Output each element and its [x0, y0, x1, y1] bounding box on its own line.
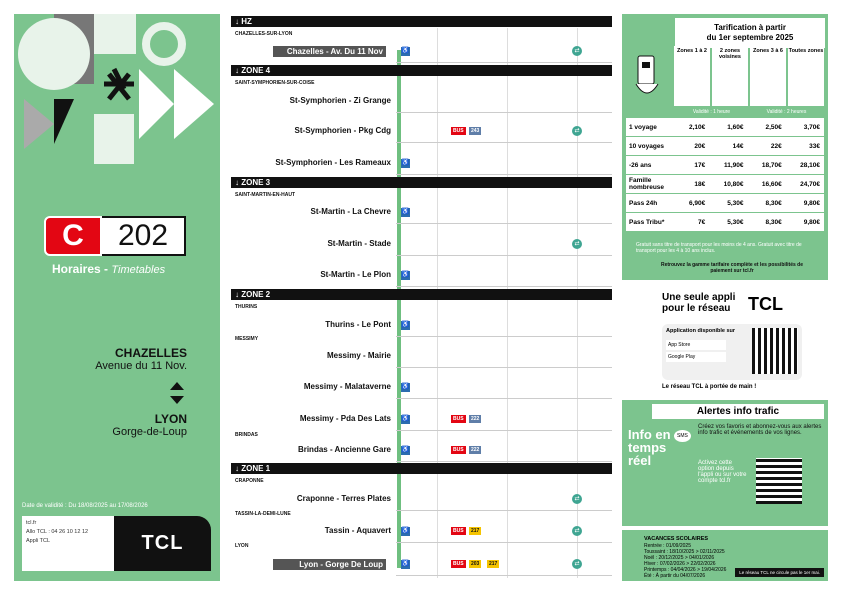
tarif-price: 2,50€ [765, 123, 782, 131]
tarif-price: 6,90€ [688, 199, 706, 207]
tarif-price: 8,30€ [765, 199, 782, 207]
connection-icon: ⇄ [572, 46, 582, 56]
wheelchair-icon: ♿ [401, 416, 410, 422]
destination-title: LYON [154, 412, 187, 426]
commune-label: THURINS [235, 304, 258, 310]
right-column [622, 14, 828, 581]
holiday-line: Printemps : 04/04/2026 > 19/04/2026 [644, 567, 727, 573]
commune-label: SAINT-SYMPHORIEN-SUR-COISE [235, 80, 315, 86]
tarif-price: 28,10€ [800, 161, 820, 169]
timetable [231, 16, 612, 579]
stop-name[interactable]: Messimy - Pda Des Lats [299, 414, 391, 423]
bus-connection-badge: 217 [489, 561, 498, 567]
app-store-button[interactable]: App Store [666, 340, 726, 350]
phone-hand-icon [632, 54, 662, 104]
row-divider [396, 62, 612, 63]
holidays-footer: Le réseau TCL ne circule pas le 1er mai. [735, 568, 824, 577]
commune-label: SAINT-MARTIN-EN-HAUT [235, 192, 295, 198]
row-divider [396, 575, 612, 576]
tarif-price: 14€ [732, 142, 744, 150]
decorative-pattern [14, 14, 220, 164]
row-divider [396, 255, 612, 256]
tarif-label: Famille nombreuse [629, 177, 665, 191]
wheelchair-icon: ♿ [401, 272, 410, 278]
row-divider [396, 223, 612, 224]
origin-sub: Avenue du 11 Nov. [95, 360, 187, 372]
tarif-title: Tarification à partir du 1er septembre 2025 [675, 18, 825, 48]
connection-icon: ⇄ [572, 239, 582, 249]
tarif-panel [622, 14, 828, 280]
tarif-price: 11,90€ [723, 161, 744, 169]
contact-web[interactable]: tcl.fr [26, 520, 37, 526]
stop-name[interactable]: Craponne - Terres Plates [296, 494, 391, 503]
alert-title: Alertes info trafic [652, 404, 824, 419]
zone-bar: ↓ ZONE 3 [231, 177, 612, 188]
bus-connection-badge: BUS [453, 561, 464, 567]
column-divider [437, 28, 438, 578]
tarif-price: 24,70€ [800, 180, 820, 188]
connection-icon: ⇄ [572, 126, 582, 136]
commune-label: LYON [235, 543, 249, 549]
row-divider [396, 174, 612, 175]
sms-icon: SMS [674, 430, 691, 442]
stop-name[interactable]: Chazelles - Av. Du 11 Nov [273, 46, 386, 57]
tarif-price: 5,30€ [727, 199, 744, 207]
tarif-price: 7€ [698, 218, 706, 226]
validity-periods: Validité : 1 heure Validité : 2 heures [692, 109, 807, 115]
tarif-price: 10,80€ [723, 180, 744, 188]
tarif-row [626, 137, 824, 156]
row-divider [396, 142, 612, 143]
route-line [397, 50, 401, 568]
holidays-panel [622, 530, 828, 581]
wheelchair-icon: ♿ [401, 160, 410, 166]
stop-name[interactable]: Brindas - Ancienne Gare [297, 445, 391, 454]
row-divider [396, 398, 612, 399]
holiday-line: Été : À partir du 04/07/2026 [644, 573, 706, 579]
commune-label: CRAPONNE [235, 478, 264, 484]
holiday-line: Rentrée : 01/09/2025 [644, 543, 691, 549]
bus-connection-badge: BUS [453, 528, 464, 534]
tarif-price: 3,70€ [803, 123, 820, 131]
holiday-line: Hiver : 07/02/2026 > 22/02/2026 [644, 561, 716, 567]
alert-panel [622, 400, 828, 526]
wheelchair-icon: ♿ [401, 48, 410, 54]
contact-app: Appli TCL [26, 538, 51, 544]
wheelchair-icon: ♿ [401, 561, 410, 567]
tarif-price: 17€ [694, 161, 706, 169]
destination [60, 412, 187, 438]
app-panel [622, 284, 828, 396]
alert-text: Créez vos favoris et abonnez-vous aux alertes info trafic et événements de vos lignes. [698, 424, 822, 436]
tarif-price: 9,80€ [803, 199, 820, 207]
origin-title: CHAZELLES [115, 346, 187, 360]
qr-code-icon[interactable] [756, 458, 802, 504]
row-divider [396, 112, 612, 113]
tarif-row [626, 118, 824, 137]
bus-connection-badge: BUS [453, 447, 464, 453]
tarif-price: 5,30€ [727, 218, 744, 226]
tarif-label: Pass Tribu* [629, 218, 665, 226]
tarif-note: Gratuit sans titre de transport pour les moins de 4 ans. Gratuit avec titre de transport pour les 4 à 10 ans inclus. [636, 242, 802, 254]
stop-name[interactable]: St-Martin - Le Plon [320, 270, 391, 279]
tarif-price: 22€ [770, 142, 782, 150]
stop-name[interactable]: Tassin - Aquavert [324, 526, 391, 535]
wheelchair-icon: ♿ [401, 322, 410, 328]
alert-cta: Activez cette option depuis l'appli ou sur votre compte tcl.fr [698, 460, 747, 484]
validity-dates: Date de validité : Du 18/08/2025 au 17/08/2026 [22, 503, 148, 509]
horaires-label: Horaires - Timetables [52, 262, 166, 276]
bus-connection-badge: 222 [471, 416, 480, 422]
stop-name[interactable]: Thurins - Le Pont [325, 320, 391, 329]
holiday-line: Toussaint : 18/10/2025 > 02/11/2025 [644, 549, 725, 555]
tarif-price: 18,70€ [761, 161, 782, 169]
connection-icon: ⇄ [572, 494, 582, 504]
tarif-label: -26 ans [629, 161, 652, 169]
google-play-button[interactable]: Google Play [666, 352, 726, 362]
tarif-footer: Retrouvez la gamme tarifaire complète et les possibilités de paiement sur tcl.fr [661, 262, 803, 274]
tarif-label: 10 voyages [629, 142, 665, 150]
connection-icon: ⇄ [572, 559, 582, 569]
commune-label: TASSIN-LA-DEMI-LUNE [235, 511, 291, 517]
tarif-row [626, 175, 824, 194]
zone-bar: ↓ ZONE 2 [231, 289, 612, 300]
contact-box [22, 516, 114, 571]
origin [60, 346, 187, 372]
tarif-price: 20€ [694, 142, 706, 150]
holidays-list [644, 543, 726, 579]
stop-name[interactable]: St-Martin - Stade [327, 239, 391, 248]
holidays-title: VACANCES SCOLAIRES [644, 536, 709, 542]
row-divider [396, 336, 612, 337]
wheelchair-icon: ♿ [401, 384, 410, 390]
stop-name[interactable]: Messimy - Mairie [326, 351, 391, 360]
tarif-label: 1 voyage [629, 123, 657, 131]
zone-headers: Zones 1 à 2 2 zones voisines Zones 3 à 6 Toutes zones [674, 46, 824, 106]
zone-bar: ↓ HZ [231, 16, 612, 27]
tarif-row [626, 156, 824, 175]
stop-name[interactable]: St-Symphorien - Les Rameaux [275, 158, 391, 167]
row-divider [396, 461, 612, 462]
tcl-logo: TCL [114, 516, 211, 571]
tarif-price: 1,60€ [727, 123, 744, 131]
contact-phone: Allo TCL : 04 26 10 12 12 [26, 529, 89, 535]
app-card: Application disponible sur App Store Google Play [662, 324, 802, 380]
qr-code-icon[interactable] [752, 328, 798, 374]
row-divider [396, 286, 612, 287]
bus-connection-badge: 217 [471, 528, 480, 534]
commune-label: MESSIMY [235, 336, 259, 342]
row-divider [396, 430, 612, 431]
tarif-price: 2,10€ [688, 123, 706, 131]
column-divider [507, 28, 508, 578]
commune-label: CHAZELLES-SUR-LYON [235, 31, 293, 37]
app-title: Une seule appli pour le réseau [662, 292, 736, 314]
row-divider [396, 542, 612, 543]
tarif-price: 16,60€ [761, 180, 782, 188]
stop-name[interactable]: St-Symphorien - Zi Grange [289, 96, 391, 105]
zone-bar: ↓ ZONE 4 [231, 65, 612, 76]
app-logo: TCL [748, 294, 783, 314]
wheelchair-icon: ♿ [401, 447, 410, 453]
row-divider [396, 510, 612, 511]
stop-name[interactable]: Messimy - Malataverne [303, 382, 391, 391]
connection-icon: ⇄ [572, 526, 582, 536]
tarif-price: 18€ [694, 180, 706, 188]
holiday-line: Noël : 20/12/2025 > 04/01/2026 [644, 555, 715, 561]
app-footer: Le réseau TCL à portée de main ! [662, 384, 757, 390]
wheelchair-icon: ♿ [401, 528, 410, 534]
bus-connection-badge: 203 [471, 561, 480, 567]
tarif-price: 9,80€ [803, 218, 820, 226]
line-letter: C [44, 216, 102, 256]
tarif-table [626, 118, 824, 232]
stop-name[interactable]: St-Symphorien - Pkg Cdg [294, 126, 391, 135]
stop-name[interactable]: Lyon - Gorge De Loup [273, 559, 386, 570]
zone-bar: ↓ ZONE 1 [231, 463, 612, 474]
bus-connection-badge: 243 [471, 128, 480, 134]
line-badge [44, 216, 186, 256]
stop-name[interactable]: St-Martin - La Chevre [310, 207, 391, 216]
bus-connection-badge: BUS [453, 416, 464, 422]
tarif-row [626, 194, 824, 213]
bus-connection-badge: 222 [471, 447, 480, 453]
alert-big: Info en temps réel [628, 427, 671, 468]
wheelchair-icon: ♿ [401, 209, 410, 215]
tarif-row [626, 213, 824, 232]
line-number: 202 [102, 216, 186, 256]
destination-sub: Gorge-de-Loup [112, 426, 187, 438]
bus-connection-badge: BUS [453, 128, 464, 134]
direction-arrows-icon [170, 382, 184, 404]
tarif-label: Pass 24h [629, 199, 658, 207]
commune-label: BRINDAS [235, 432, 258, 438]
tarif-price: 8,30€ [765, 218, 782, 226]
row-divider [396, 367, 612, 368]
tarif-price: 33€ [809, 142, 820, 150]
